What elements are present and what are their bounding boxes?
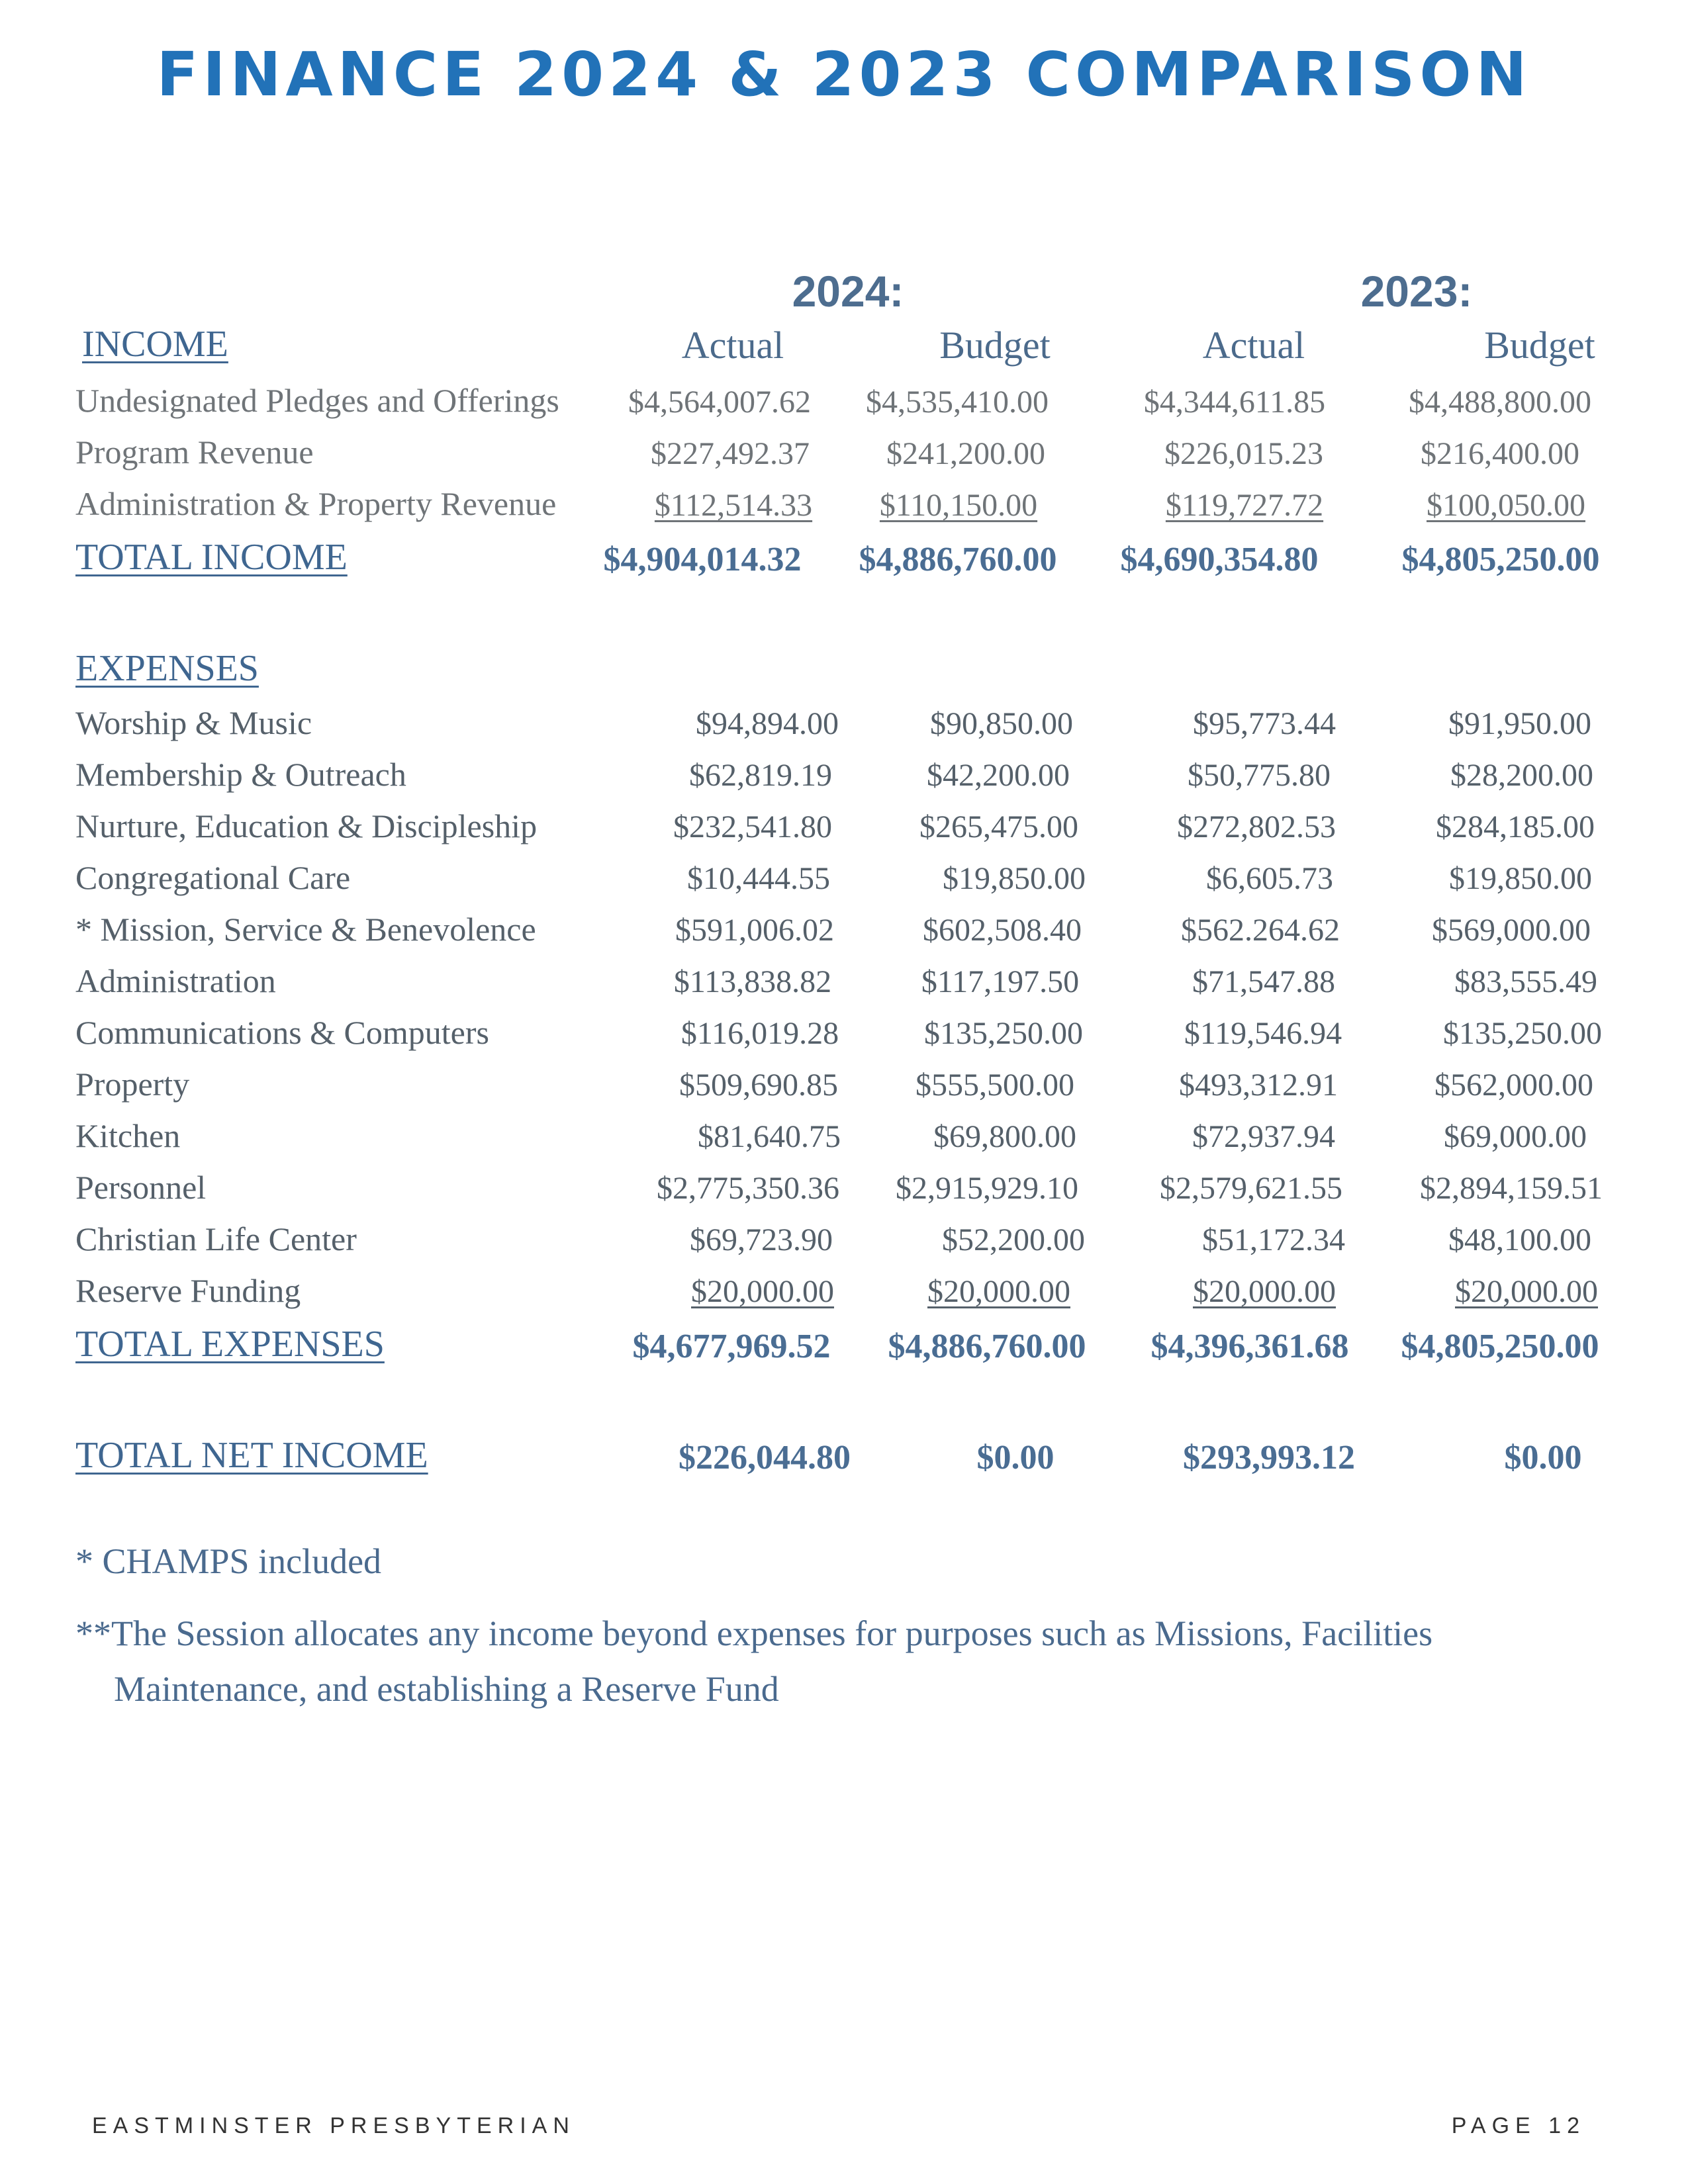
expense-value: $20,000.00 [1455,1274,1598,1309]
expense-value: $95,773.44 [1193,706,1336,741]
net-income-value: $0.00 [976,1439,1055,1477]
expense-value: $232,541.80 [673,809,832,844]
income-value: $100,050.00 [1427,488,1585,523]
total-expenses-value: $4,886,760.00 [888,1328,1086,1365]
expense-value: $119,546.94 [1184,1016,1342,1051]
total-expenses-value: $4,677,969.52 [632,1328,831,1365]
expense-value: $90,850.00 [930,706,1073,741]
expense-value: $51,172.34 [1202,1222,1345,1257]
income-label: Administration & Property Revenue [75,485,557,522]
column-header-2024-actual: Actual [681,324,784,367]
expense-label: Property [75,1066,190,1103]
footnote-session-continued: Maintenance, and establishing a Reserve Fund [114,1669,779,1709]
income-value: $226,015.23 [1164,436,1323,471]
expense-value: $69,000.00 [1444,1119,1587,1154]
footer-organization: EASTMINSTER PRESBYTERIAN [92,2113,575,2138]
income-value: $119,727.72 [1165,488,1324,523]
column-header-2023-budget: Budget [1484,324,1595,367]
expense-value: $28,200.00 [1450,758,1593,793]
total-income-value: $4,886,760.00 [859,541,1057,578]
expense-value: $50,775.80 [1188,758,1331,793]
income-heading: INCOME [82,324,228,365]
income-label: Undesignated Pledges and Offerings [75,382,559,419]
income-value: $4,344,611.85 [1143,385,1326,420]
expense-value: $2,915,929.10 [896,1171,1078,1206]
income-value: $110,150.00 [879,488,1038,523]
total-income-label: TOTAL INCOME [75,537,348,578]
expense-value: $117,197.50 [921,964,1080,999]
expense-value: $116,019.28 [680,1016,839,1051]
expense-value: $2,775,350.36 [657,1171,839,1206]
footnote-session: **The Session allocates any income beyond expenses for purposes such as Missions, Facilities [75,1614,1433,1653]
expense-value: $83,555.49 [1454,964,1597,999]
total-income-value: $4,805,250.00 [1401,541,1600,578]
expense-label: Worship & Music [75,704,312,741]
expense-label: Kitchen [75,1117,181,1154]
column-header-2024-budget: Budget [939,324,1051,367]
expense-value: $272,802.53 [1177,809,1336,844]
expense-value: $284,185.00 [1436,809,1595,844]
expense-value: $94,894.00 [696,706,839,741]
expense-label: Nurture, Education & Discipleship [75,807,538,844]
expense-value: $69,800.00 [933,1119,1076,1154]
expense-label: Congregational Care [75,859,351,896]
expense-value: $265,475.00 [919,809,1078,844]
expense-value: $493,312.91 [1179,1068,1338,1103]
expense-value: $72,937.94 [1192,1119,1335,1154]
expense-value: $62,819.19 [689,758,832,793]
expense-value: $42,200.00 [927,758,1070,793]
expense-value: $555,500.00 [915,1068,1074,1103]
total-expenses-label: TOTAL EXPENSES [75,1324,385,1365]
expense-label: Administration [75,962,276,999]
income-value: $112,514.33 [654,488,813,523]
expense-label: Communications & Computers [75,1014,489,1051]
income-value: $227,492.37 [651,436,810,471]
total-expenses-value: $4,396,361.68 [1150,1328,1349,1365]
expenses-heading: EXPENSES [75,648,259,689]
expense-value: $20,000.00 [927,1274,1070,1309]
expense-value: $69,723.90 [690,1222,833,1257]
total-net-income-label: TOTAL NET INCOME [75,1435,428,1476]
net-income-value: $0.00 [1504,1439,1582,1477]
expense-label: * Mission, Service & Benevolence [75,911,536,948]
expense-value: $135,250.00 [924,1016,1083,1051]
expense-value: $113,838.82 [673,964,832,999]
income-value: $4,535,410.00 [866,385,1049,420]
expense-value: $602,508.40 [923,913,1082,948]
expense-value: $91,950.00 [1448,706,1591,741]
expense-value: $20,000.00 [1193,1274,1336,1309]
income-value: $4,564,007.62 [628,385,811,420]
expense-value: $6,605.73 [1206,861,1333,896]
expense-value: $48,100.00 [1448,1222,1591,1257]
year-2024-header: 2024: [792,267,904,316]
expense-value: $10,444.55 [687,861,830,896]
expense-value: $2,579,621.55 [1160,1171,1342,1206]
income-value: $241,200.00 [886,436,1045,471]
total-expenses-value: $4,805,250.00 [1401,1328,1599,1365]
expense-label: Personnel [75,1169,207,1206]
expense-value: $20,000.00 [691,1274,834,1309]
total-income-value: $4,904,014.32 [603,541,802,578]
expense-value: $562,000.00 [1434,1068,1593,1103]
expense-value: $52,200.00 [942,1222,1085,1257]
expense-value: $19,850.00 [1449,861,1592,896]
expense-value: $19,850.00 [943,861,1086,896]
expense-label: Christian Life Center [75,1220,357,1257]
expense-value: $71,547.88 [1192,964,1335,999]
expense-value: $2,894,159.51 [1420,1171,1603,1206]
net-income-value: $293,993.12 [1183,1439,1355,1477]
income-value: $4,488,800.00 [1409,385,1591,420]
year-2023-header: 2023: [1360,267,1473,316]
income-label: Program Revenue [75,433,314,471]
expense-value: $562.264.62 [1181,913,1340,948]
expense-label: Reserve Funding [75,1272,301,1309]
expense-value: $509,690.85 [679,1068,838,1103]
expense-label: Membership & Outreach [75,756,406,793]
column-header-2023-actual: Actual [1202,324,1305,367]
expense-value: $81,640.75 [698,1119,841,1154]
expense-value: $135,250.00 [1443,1016,1602,1051]
net-income-value: $226,044.80 [679,1439,851,1477]
page-title: FINANCE 2024 & 2023 COMPARISON [156,39,1532,110]
footer-page-number: PAGE 12 [1451,2113,1585,2138]
total-income-value: $4,690,354.80 [1120,541,1319,578]
income-value: $216,400.00 [1421,436,1579,471]
expense-value: $569,000.00 [1432,913,1591,948]
expense-value: $591,006.02 [675,913,834,948]
footnote-champs: * CHAMPS included [75,1541,382,1581]
